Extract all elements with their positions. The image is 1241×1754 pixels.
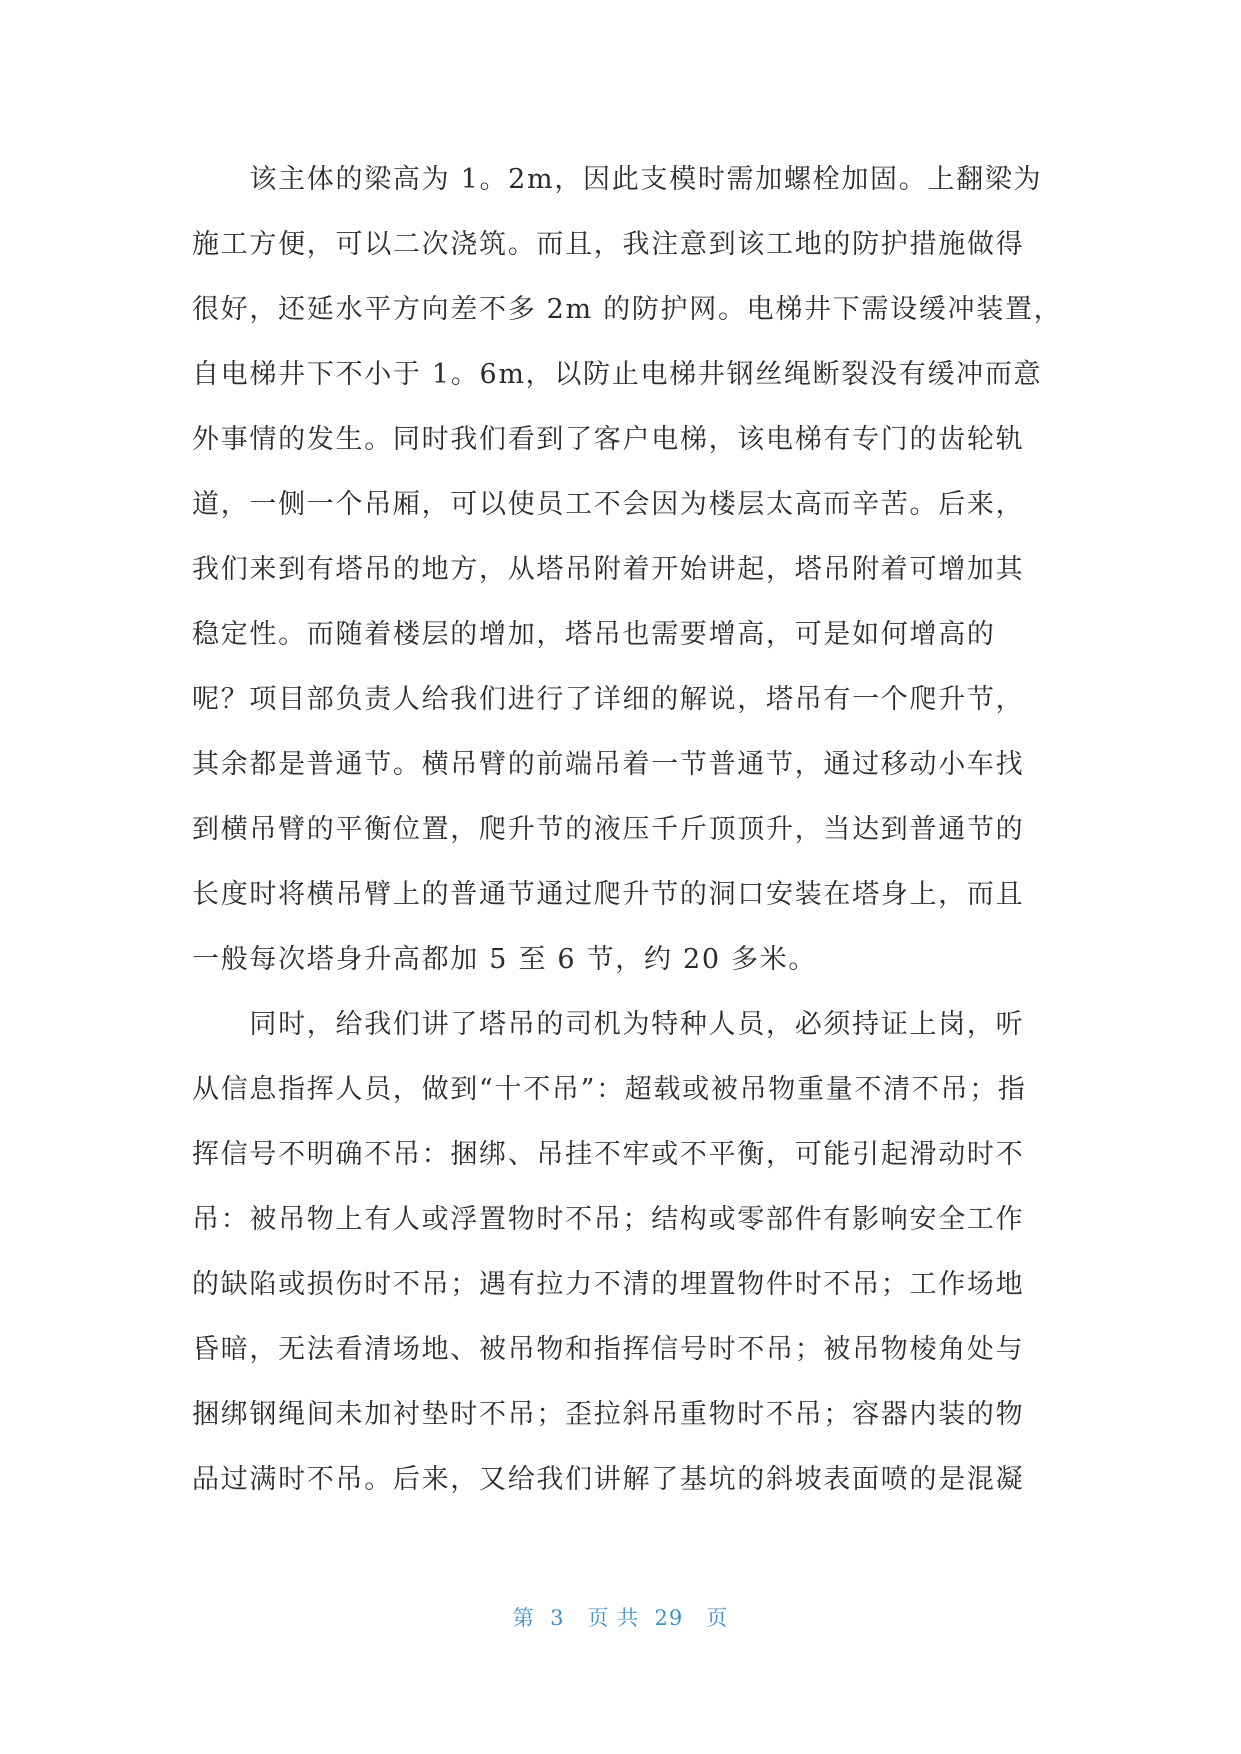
text-line: 自电梯井下不小于 1。6m，以防止电梯井钢丝绳断裂没有缓冲而意 — [192, 359, 1043, 390]
text-line: 品过满时不吊。后来，又给我们讲解了基坑的斜坡表面喷的是混凝 — [192, 1464, 1025, 1495]
text-line: 一般每次塔身升高都加 5 至 6 节，约 20 多米。 — [192, 944, 818, 975]
text-line: 我们来到有塔吊的地方，从塔吊附着开始讲起，塔吊附着可增加其 — [192, 554, 1025, 585]
text-line: 捆绑钢绳间未加衬垫时不吊；歪拉斜吊重物时不吊；容器内装的物 — [192, 1399, 1025, 1430]
text-line: 的缺陷或损伤时不吊；遇有拉力不清的埋置物件时不吊；工作场地 — [192, 1269, 1025, 1300]
text-line: 外事情的发生。同时我们看到了客户电梯，该电梯有专门的齿轮轨 — [192, 424, 1025, 455]
text-line: 到横吊臂的平衡位置，爬升节的液压千斤顶顶升，当达到普通节的 — [192, 814, 1025, 845]
text-line: 其余都是普通节。横吊臂的前端吊着一节普通节，通过移动小车找 — [192, 749, 1025, 780]
text-line: 同时，给我们讲了塔吊的司机为特种人员，必须持证上岗，听 — [192, 1009, 1025, 1040]
text-line: 该主体的梁高为 1。2m，因此支模时需加螺栓加固。上翻梁为 — [192, 164, 1043, 195]
text-line: 道，一侧一个吊厢，可以使员工不会因为楼层太高而辛苦。后来， — [192, 489, 1025, 520]
text-line: 呢？项目部负责人给我们进行了详细的解说，塔吊有一个爬升节， — [192, 684, 1025, 715]
page-number: 第 3 页 共 29 页 — [512, 1606, 729, 1630]
text-line: 长度时将横吊臂上的普通节通过爬升节的洞口安装在塔身上，而且 — [192, 879, 1025, 910]
text-line: 挥信号不明确不吊：捆绑、吊挂不牢或不平衡，可能引起滑动时不 — [192, 1139, 1025, 1170]
text-line: 从信息指挥人员，做到“十不吊”：超载或被吊物重量不清不吊；指 — [192, 1074, 1027, 1105]
page-footer — [0, 1602, 1241, 1632]
text-line: 施工方便，可以二次浇筑。而且，我注意到该工地的防护措施做得 — [192, 229, 1025, 260]
text-line: 很好，还延水平方向差不多 2m 的防护网。电梯井下需设缓冲装置， — [192, 294, 1063, 325]
text-line: 吊：被吊物上有人或浮置物时不吊；结构或零部件有影响安全工作 — [192, 1204, 1025, 1235]
text-line: 稳定性。而随着楼层的增加，塔吊也需要增高，可是如何增高的 — [192, 619, 996, 650]
text-line: 昏暗，无法看清场地、被吊物和指挥信号时不吊；被吊物棱角处与 — [192, 1334, 1025, 1365]
body-text — [192, 160, 1063, 1525]
